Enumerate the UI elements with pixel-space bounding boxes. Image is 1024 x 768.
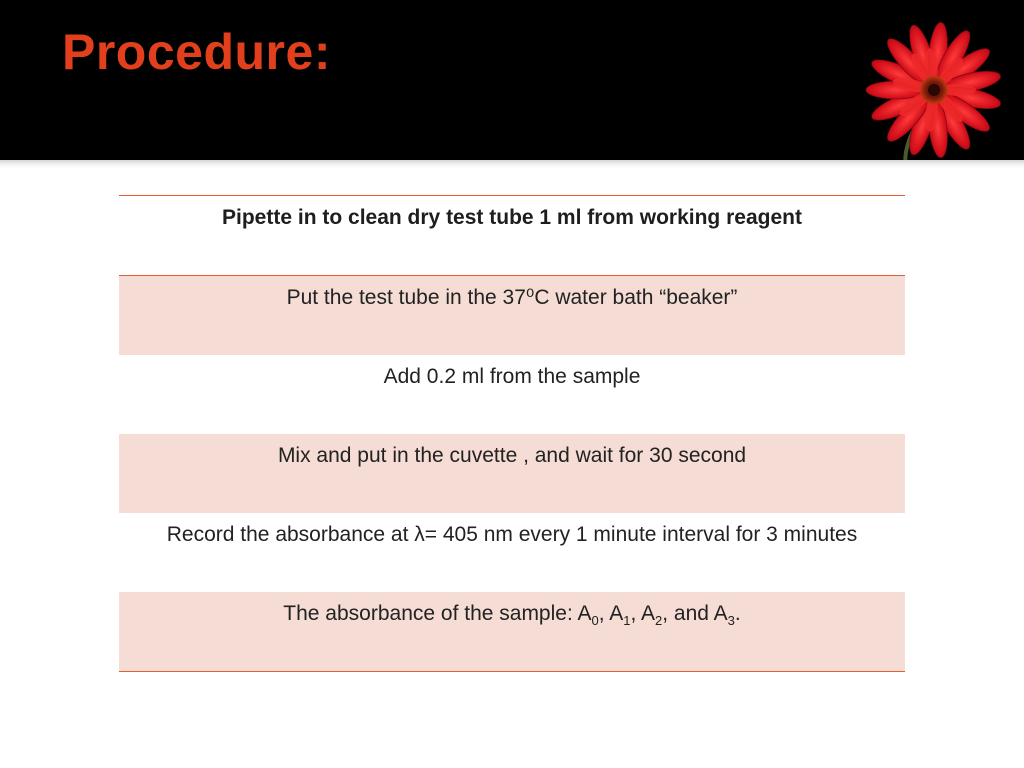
table-cell <box>119 592 905 672</box>
absorbance-separator: , and A <box>662 602 728 625</box>
table-row <box>119 355 905 434</box>
absorbance-subscript: 0 <box>591 613 599 629</box>
absorbance-subscript: 1 <box>623 613 631 629</box>
header-divider <box>0 160 1024 168</box>
absorbance-separator: , A <box>598 602 624 625</box>
procedure-steps-table <box>119 195 905 672</box>
table-row <box>119 276 905 356</box>
step-text <box>119 592 905 629</box>
table-header-cell <box>119 196 905 276</box>
step-text: Add 0.2 ml from the sample <box>383 365 641 388</box>
title-bar <box>0 0 1024 160</box>
table-row <box>119 196 905 276</box>
step-text: Record the absorbance at λ= 405 nm every 1 minute interval for 3 minutes <box>166 523 858 546</box>
table-row <box>119 592 905 672</box>
red-flower-icon <box>862 18 1002 168</box>
absorbance-subscript: 2 <box>655 613 663 629</box>
absorbance-suffix: . <box>734 602 741 625</box>
absorbance-subscript: 3 <box>727 613 735 629</box>
step-text: Mix and put in the cuvette , and wait for 30 second <box>277 444 747 467</box>
step-text: Put the test tube in the 37⁰C water bath “beaker” <box>286 286 738 309</box>
table-cell <box>119 276 905 356</box>
page-title: Procedure: <box>62 24 331 80</box>
table-row <box>119 434 905 513</box>
absorbance-separator: , A <box>630 602 656 625</box>
step-text: Pipette in to clean dry test tube 1 ml from working reagent <box>222 206 802 229</box>
table-cell <box>119 355 905 434</box>
table-row <box>119 513 905 592</box>
table-cell <box>119 513 905 592</box>
table-cell <box>119 434 905 513</box>
absorbance-prefix: The absorbance of the sample: A <box>283 602 592 625</box>
